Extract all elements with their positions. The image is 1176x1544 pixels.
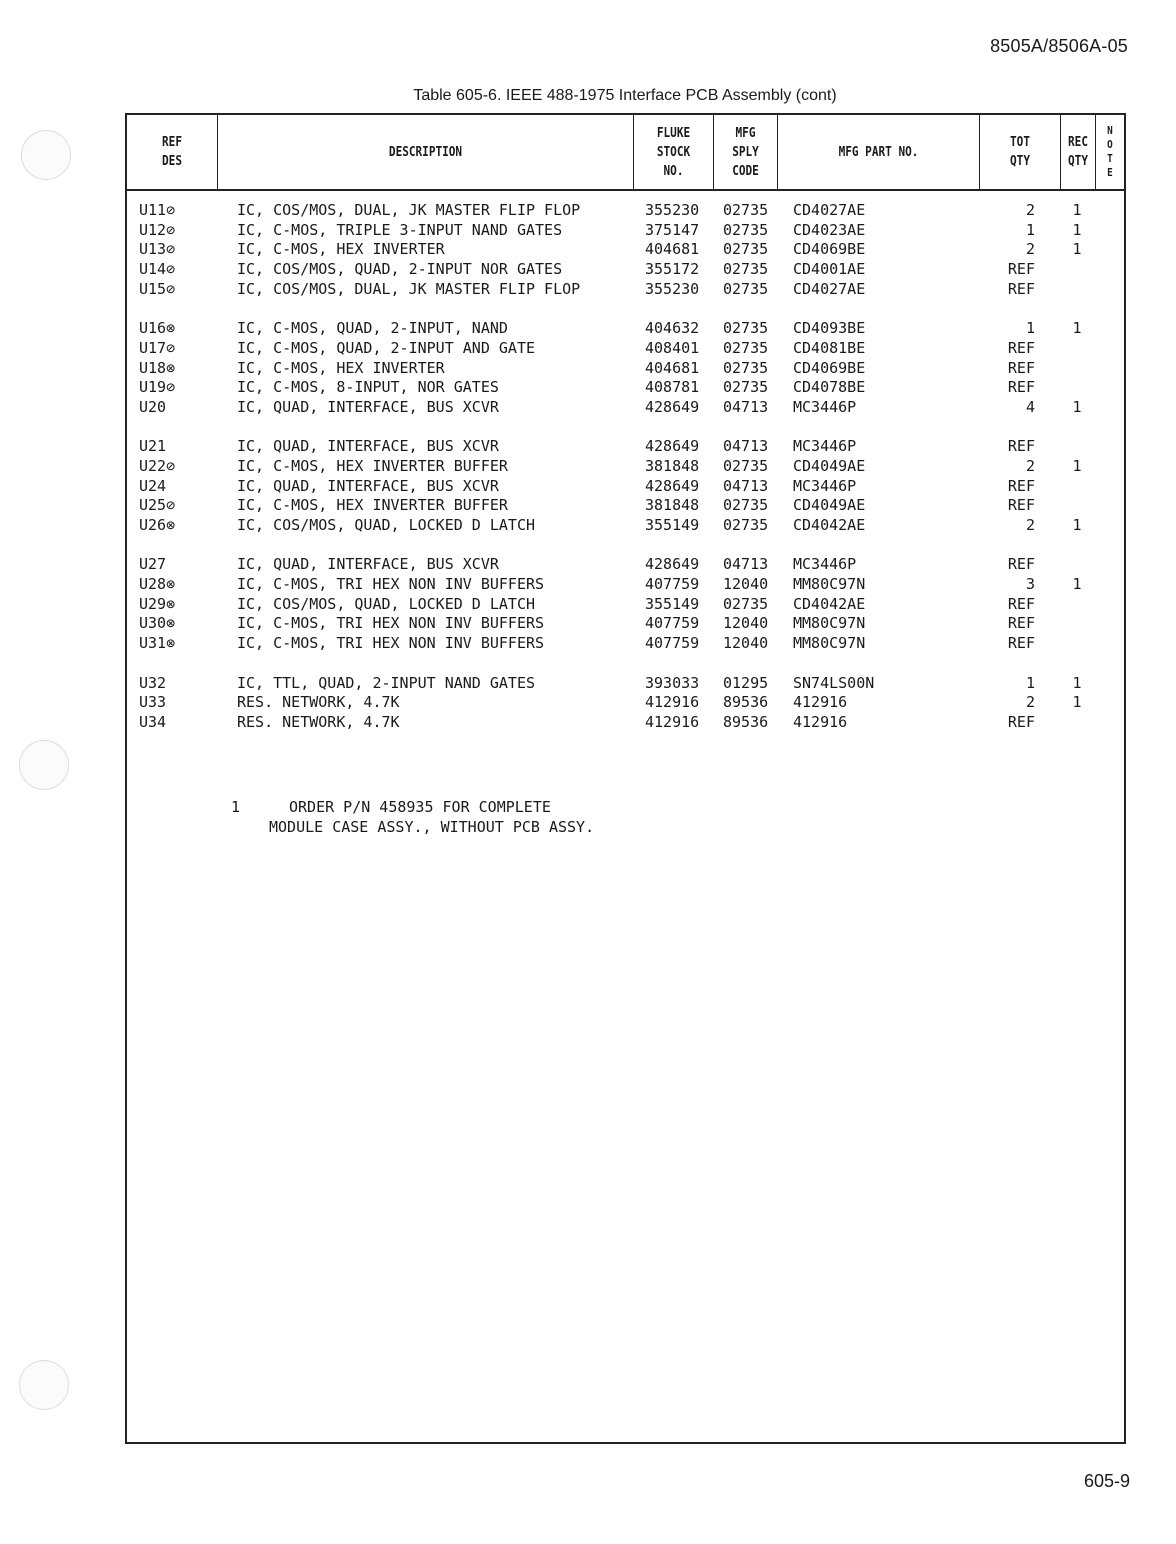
tot-qty-cell: 1 xyxy=(1025,220,1035,239)
group-spacer xyxy=(127,299,1124,319)
mfg-sply-code-cell: 89536 xyxy=(723,693,769,712)
mfg-sply-code-cell: 02735 xyxy=(723,378,769,397)
tot-qty-cell: REF xyxy=(1007,358,1035,377)
page-number: 605-9 xyxy=(1083,1471,1130,1491)
fluke-stock-no-cell: 408401 xyxy=(645,338,700,357)
binder-hole-top xyxy=(21,130,71,180)
fluke-stock-no-cell: 375147 xyxy=(645,220,700,239)
table-row xyxy=(127,477,1124,497)
description-cell: IC, C-MOS, 8-INPUT, NOR GATES xyxy=(237,378,499,397)
description-cell: IC, C-MOS, QUAD, 2-INPUT AND GATE xyxy=(237,338,536,357)
column-divider xyxy=(777,115,778,191)
mfg-sply-code-cell: 02735 xyxy=(723,516,769,534)
rec-qty-cell: 1 xyxy=(1072,201,1082,219)
description-cell: IC, QUAD, INTERFACE, BUS XCVR xyxy=(237,397,499,416)
mfg-sply-code-cell: 12040 xyxy=(723,634,769,653)
ref-des-cell: U22⊘ xyxy=(139,456,176,475)
mfg-sply-code-cell: 04713 xyxy=(723,397,769,416)
mfg-part-no-cell: MC3446P xyxy=(793,397,857,416)
table-row xyxy=(127,240,1124,260)
mfg-part-no-cell: CD4049AE xyxy=(793,456,866,475)
tot-qty-cell: 2 xyxy=(1025,201,1035,219)
ref-des-cell: U13⊘ xyxy=(139,240,176,259)
fluke-stock-no-cell: 393033 xyxy=(645,673,700,692)
rec-qty-cell: 1 xyxy=(1072,319,1082,338)
column-header-fluke-stock-no: FLUKE STOCK NO. xyxy=(656,125,691,179)
ref-des-cell: U21 xyxy=(139,437,167,456)
column-header-ref-des: REF DES xyxy=(162,135,182,169)
fluke-stock-no-cell: 355149 xyxy=(645,516,700,534)
rec-qty-cell: 1 xyxy=(1072,456,1082,475)
description-cell: IC, C-MOS, HEX INVERTER BUFFER xyxy=(237,496,508,515)
table-row xyxy=(127,457,1124,477)
ref-des-cell: U31⊗ xyxy=(139,634,176,653)
mfg-sply-code-cell: 89536 xyxy=(723,712,769,731)
mfg-part-no-cell: CD4069BE xyxy=(793,358,866,377)
footnote-number: 1 xyxy=(231,798,241,816)
description-cell: IC, C-MOS, HEX INVERTER xyxy=(237,358,445,377)
description-cell: IC, COS/MOS, QUAD, LOCKED D LATCH xyxy=(237,516,536,534)
description-cell: IC, C-MOS, HEX INVERTER xyxy=(237,240,445,259)
mfg-sply-code-cell: 04713 xyxy=(723,437,769,456)
tot-qty-cell: REF xyxy=(1007,712,1035,731)
table-row xyxy=(127,674,1124,694)
column-header-description: DESCRIPTION xyxy=(388,144,463,160)
tot-qty-cell: REF xyxy=(1007,555,1035,574)
description-cell: IC, COS/MOS, DUAL, JK MASTER FLIP FLOP xyxy=(237,201,581,219)
mfg-part-no-cell: SN74LS00N xyxy=(793,673,875,692)
tot-qty-cell: REF xyxy=(1007,378,1035,397)
mfg-sply-code-cell: 02735 xyxy=(723,279,769,298)
tot-qty-cell: 2 xyxy=(1025,240,1035,259)
tot-qty-cell: 2 xyxy=(1025,693,1035,712)
ref-des-cell: U29⊗ xyxy=(139,594,176,613)
rec-qty-cell: 1 xyxy=(1072,693,1082,712)
fluke-stock-no-cell: 355230 xyxy=(645,201,700,219)
tot-qty-cell: REF xyxy=(1007,496,1035,515)
fluke-stock-no-cell: 407759 xyxy=(645,614,700,633)
column-header-mfg-sply-code: MFG SPLY CODE xyxy=(732,125,759,179)
group-spacer xyxy=(127,536,1124,556)
table-row xyxy=(127,555,1124,575)
description-cell: IC, QUAD, INTERFACE, BUS XCVR xyxy=(237,437,499,456)
mfg-sply-code-cell: 04713 xyxy=(723,476,769,495)
column-header-tot-qty: TOT QTY xyxy=(1010,135,1030,169)
ref-des-cell: U34 xyxy=(139,712,167,731)
mfg-sply-code-cell: 02735 xyxy=(723,201,769,219)
mfg-part-no-cell: MC3446P xyxy=(793,476,857,495)
mfg-sply-code-cell: 02735 xyxy=(723,594,769,613)
footnote-text-line-1: ORDER P/N 458935 FOR COMPLETE xyxy=(289,798,551,816)
mfg-sply-code-cell: 04713 xyxy=(723,555,769,574)
table-row xyxy=(127,398,1124,418)
table-row xyxy=(127,437,1124,457)
table-row xyxy=(127,575,1124,595)
tot-qty-cell: REF xyxy=(1007,594,1035,613)
mfg-part-no-cell: MM80C97N xyxy=(793,614,866,633)
fluke-stock-no-cell: 428649 xyxy=(645,476,700,495)
fluke-stock-no-cell: 404681 xyxy=(645,358,700,377)
ref-des-cell: U26⊗ xyxy=(139,516,176,534)
fluke-stock-no-cell: 381848 xyxy=(645,456,700,475)
ref-des-cell: U14⊘ xyxy=(139,260,176,279)
table-row xyxy=(127,319,1124,339)
mfg-sply-code-cell: 02735 xyxy=(723,338,769,357)
document-number: 8505A/8506A-05 xyxy=(990,36,1128,56)
table-row xyxy=(127,201,1124,221)
mfg-part-no-cell: CD4001AE xyxy=(793,260,866,279)
mfg-part-no-cell: CD4042AE xyxy=(793,594,866,613)
tot-qty-cell: REF xyxy=(1007,614,1035,633)
column-divider xyxy=(217,115,218,191)
ref-des-cell: U30⊗ xyxy=(139,614,176,633)
column-header-rec-qty: REC QTY xyxy=(1068,135,1088,169)
fluke-stock-no-cell: 381848 xyxy=(645,496,700,515)
tot-qty-cell: REF xyxy=(1007,437,1035,456)
rec-qty-cell: 1 xyxy=(1072,516,1082,534)
rec-qty-cell: 1 xyxy=(1072,397,1082,416)
ref-des-cell: U33 xyxy=(139,693,167,712)
header-separator xyxy=(127,189,1124,191)
mfg-sply-code-cell: 12040 xyxy=(723,575,769,594)
table-row xyxy=(127,713,1124,733)
mfg-part-no-cell: MM80C97N xyxy=(793,634,866,653)
ref-des-cell: U24 xyxy=(139,476,167,495)
parts-table xyxy=(125,113,1126,1444)
mfg-sply-code-cell: 02735 xyxy=(723,260,769,279)
ref-des-cell: U25⊘ xyxy=(139,496,176,515)
fluke-stock-no-cell: 412916 xyxy=(645,712,700,731)
mfg-part-no-cell: CD4049AE xyxy=(793,496,866,515)
column-divider xyxy=(1060,115,1061,191)
mfg-sply-code-cell: 12040 xyxy=(723,614,769,633)
tot-qty-cell: 2 xyxy=(1025,456,1035,475)
fluke-stock-no-cell: 412916 xyxy=(645,693,700,712)
table-row xyxy=(127,280,1124,300)
table-row xyxy=(127,595,1124,615)
ref-des-cell: U11⊘ xyxy=(139,201,176,219)
mfg-sply-code-cell: 02735 xyxy=(723,456,769,475)
mfg-part-no-cell: CD4078BE xyxy=(793,378,866,397)
tot-qty-cell: 2 xyxy=(1025,516,1035,534)
fluke-stock-no-cell: 355149 xyxy=(645,594,700,613)
description-cell: IC, COS/MOS, QUAD, 2-INPUT NOR GATES xyxy=(237,260,563,279)
mfg-sply-code-cell: 02735 xyxy=(723,240,769,259)
fluke-stock-no-cell: 407759 xyxy=(645,575,700,594)
tot-qty-cell: 4 xyxy=(1025,397,1035,416)
description-cell: IC, C-MOS, QUAD, 2-INPUT, NAND xyxy=(237,319,508,338)
ref-des-cell: U28⊗ xyxy=(139,575,176,594)
mfg-part-no-cell: 412916 xyxy=(793,712,848,731)
column-header-mfg-part-no: MFG PART NO. xyxy=(838,144,919,160)
table-row xyxy=(127,614,1124,634)
group-spacer xyxy=(127,418,1124,438)
mfg-part-no-cell: CD4069BE xyxy=(793,240,866,259)
description-cell: RES. NETWORK, 4.7K xyxy=(237,712,400,731)
rec-qty-cell: 1 xyxy=(1072,240,1082,259)
ref-des-cell: U15⊘ xyxy=(139,279,176,298)
rec-qty-cell: 1 xyxy=(1072,575,1082,594)
ref-des-cell: U17⊘ xyxy=(139,338,176,357)
description-cell: IC, TTL, QUAD, 2-INPUT NAND GATES xyxy=(237,673,536,692)
description-cell: IC, C-MOS, HEX INVERTER BUFFER xyxy=(237,456,508,475)
tot-qty-cell: 3 xyxy=(1025,575,1035,594)
rec-qty-cell: 1 xyxy=(1072,220,1082,239)
mfg-part-no-cell: CD4093BE xyxy=(793,319,866,338)
description-cell: IC, C-MOS, TRI HEX NON INV BUFFERS xyxy=(237,634,545,653)
fluke-stock-no-cell: 355230 xyxy=(645,279,700,298)
fluke-stock-no-cell: 407759 xyxy=(645,634,700,653)
table-row xyxy=(127,378,1124,398)
ref-des-cell: U20 xyxy=(139,397,167,416)
table-body xyxy=(127,201,1124,733)
mfg-sply-code-cell: 02735 xyxy=(723,358,769,377)
mfg-part-no-cell: 412916 xyxy=(793,693,848,712)
mfg-part-no-cell: CD4081BE xyxy=(793,338,866,357)
tot-qty-cell: REF xyxy=(1007,476,1035,495)
ref-des-cell: U32 xyxy=(139,673,167,692)
mfg-part-no-cell: MC3446P xyxy=(793,437,857,456)
table-row xyxy=(127,339,1124,359)
description-cell: IC, C-MOS, TRI HEX NON INV BUFFERS xyxy=(237,575,545,594)
mfg-sply-code-cell: 02735 xyxy=(723,319,769,338)
table-row xyxy=(127,359,1124,379)
table-title: Table 605-6. IEEE 488-1975 Interface PCB Assembly (cont) xyxy=(413,87,837,104)
mfg-sply-code-cell: 02735 xyxy=(723,220,769,239)
column-divider xyxy=(633,115,634,191)
fluke-stock-no-cell: 404632 xyxy=(645,319,700,338)
mfg-sply-code-cell: 01295 xyxy=(723,673,769,692)
fluke-stock-no-cell: 355172 xyxy=(645,260,700,279)
mfg-part-no-cell: MC3446P xyxy=(793,555,857,574)
mfg-part-no-cell: MM80C97N xyxy=(793,575,866,594)
ref-des-cell: U18⊗ xyxy=(139,358,176,377)
ref-des-cell: U16⊗ xyxy=(139,319,176,338)
description-cell: IC, QUAD, INTERFACE, BUS XCVR xyxy=(237,476,499,495)
table-row xyxy=(127,221,1124,241)
column-divider xyxy=(979,115,980,191)
mfg-part-no-cell: CD4027AE xyxy=(793,201,866,219)
table-row xyxy=(127,693,1124,713)
tot-qty-cell: 1 xyxy=(1025,673,1035,692)
rec-qty-cell: 1 xyxy=(1072,673,1082,692)
mfg-part-no-cell: CD4042AE xyxy=(793,516,866,534)
fluke-stock-no-cell: 428649 xyxy=(645,397,700,416)
fluke-stock-no-cell: 404681 xyxy=(645,240,700,259)
table-row xyxy=(127,260,1124,280)
fluke-stock-no-cell: 428649 xyxy=(645,437,700,456)
mfg-part-no-cell: CD4023AE xyxy=(793,220,866,239)
table-row xyxy=(127,634,1124,654)
column-divider xyxy=(1095,115,1096,191)
fluke-stock-no-cell: 408781 xyxy=(645,378,700,397)
description-cell: RES. NETWORK, 4.7K xyxy=(237,693,400,712)
binder-hole-bottom xyxy=(19,1360,69,1410)
footnote-text-line-2: MODULE CASE ASSY., WITHOUT PCB ASSY. xyxy=(269,818,595,836)
description-cell: IC, C-MOS, TRI HEX NON INV BUFFERS xyxy=(237,614,545,633)
ref-des-cell: U27 xyxy=(139,555,167,574)
tot-qty-cell: REF xyxy=(1007,279,1035,298)
tot-qty-cell: REF xyxy=(1007,338,1035,357)
tot-qty-cell: 1 xyxy=(1025,319,1035,338)
mfg-part-no-cell: CD4027AE xyxy=(793,279,866,298)
table-row xyxy=(127,496,1124,516)
ref-des-cell: U19⊘ xyxy=(139,378,176,397)
column-divider xyxy=(713,115,714,191)
ref-des-cell: U12⊘ xyxy=(139,220,176,239)
fluke-stock-no-cell: 428649 xyxy=(645,555,700,574)
tot-qty-cell: REF xyxy=(1007,634,1035,653)
tot-qty-cell: REF xyxy=(1007,260,1035,279)
description-cell: IC, QUAD, INTERFACE, BUS XCVR xyxy=(237,555,499,574)
description-cell: IC, COS/MOS, DUAL, JK MASTER FLIP FLOP xyxy=(237,279,581,298)
description-cell: IC, C-MOS, TRIPLE 3-INPUT NAND GATES xyxy=(237,220,563,239)
binder-hole-middle xyxy=(19,740,69,790)
table-row xyxy=(127,516,1124,536)
column-header-note: N O T E xyxy=(1107,124,1113,179)
description-cell: IC, COS/MOS, QUAD, LOCKED D LATCH xyxy=(237,594,536,613)
group-spacer xyxy=(127,654,1124,674)
mfg-sply-code-cell: 02735 xyxy=(723,496,769,515)
